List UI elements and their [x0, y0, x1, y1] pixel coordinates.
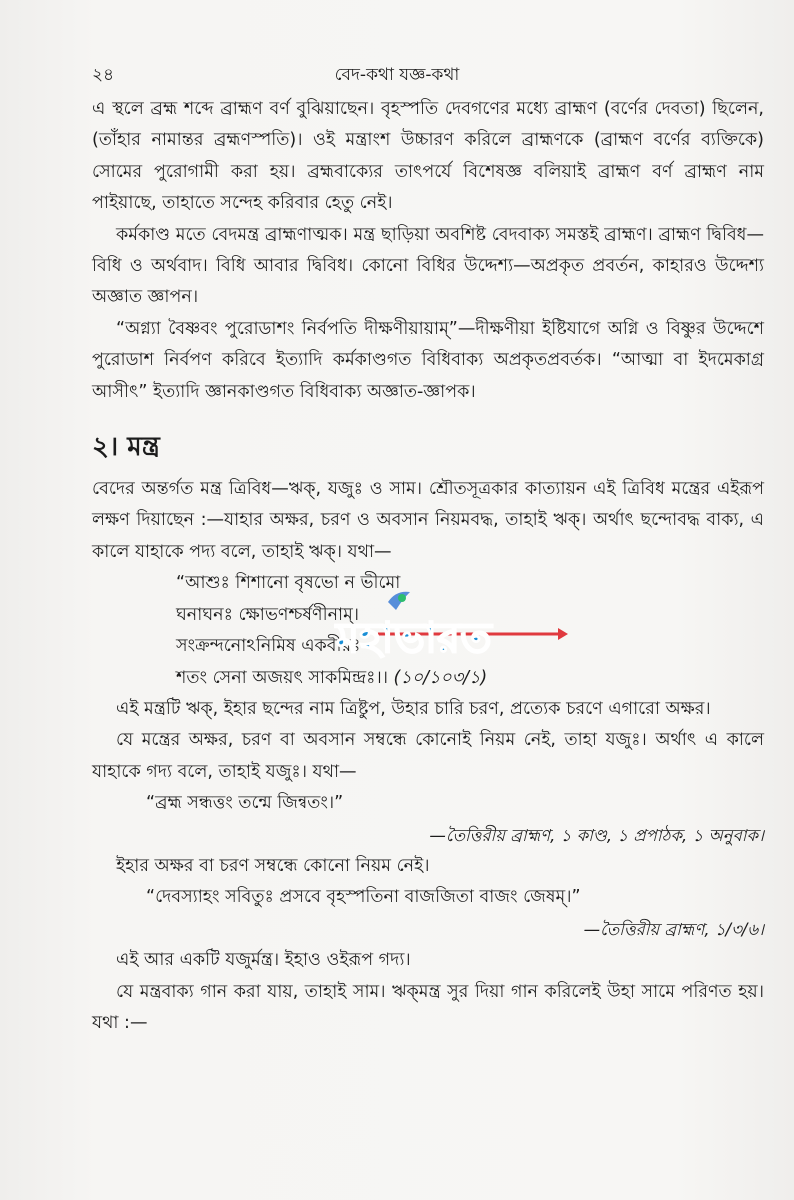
paragraph: “অগ্ন্যা বৈষ্ণবং পুরোডাশং নির্বপতি দীক্ষণীয়ায়াম্”—দীক্ষণীয়া ইষ্টিযাগে অগ্নি ও বিষ্ণুর উদ্দেশে পুরোডাশ নির্বপণ করিবে ইত্যাদি কর্মকাণ্ডগত বিধিবাক্য অপ্রকৃতপ্রবর্তক। “আত্মা বা ইদমেকাগ্র আসীৎ” ইত্যাদি জ্ঞানকাণ্ডগত বিধিবাক্য অজ্ঞাত-জ্ঞাপক। [92, 318, 764, 402]
verse-line-text: শতং সেনা অজয়ৎ সাকমিন্দ্রঃ।। [176, 667, 388, 688]
verse-line: ঘনাঘনঃ ক্ষোভণশ্চর্ষণীনাম্। [176, 604, 360, 625]
watermark-text: মহাভারত [336, 613, 492, 662]
paragraph: কর্মকাণ্ড মতে বেদমন্ত্র ব্রাহ্মণাত্মক। মন্ত্র ছাড়িয়া অবশিষ্ট বেদবাক্য সমস্তই ব্রাহ্মণ। ব্রাহ্মণ দ্বিবিধ—বিধি ও অর্থবাদ। বিধি আবার দ্বিবিধ। কোনো বিধির উদ্দেশ্য—অপ্রকৃত প্রবর্তন, কাহারও উদ্দেশ্য অজ্ঞাত জ্ঞাপন। [92, 224, 764, 308]
section-heading: ২। মন্ত্র [92, 432, 160, 463]
paragraph: বেদের অন্তর্গত মন্ত্র ত্রিবিধ—ঋক্, যজুঃ ও সাম। শ্রৌতসূত্রকার কাত্যায়ন এই ত্রিবিধ মন্ত্রের এইরূপ লক্ষণ দিয়াছেন :—যাহার অক্ষর, চরণ ও অবসান নিয়মবদ্ধ, তাহাই ঋক্। অর্থাৎ ছন্দোবদ্ধ বাক্য, এ কালে যাহাকে পদ্য বলে, তাহাই ঋক্। যথা— [92, 479, 764, 562]
paragraph: এ স্থলে ব্রহ্ম শব্দে ব্রাহ্মণ বর্ণ বুঝিয়াছেন। বৃহস্পতি দেবগণের মধ্যে ব্রাহ্মণ (বর্ণের দেবতা) ছিলেন, (তাঁহার নামান্তর ব্রহ্মণস্পতি)। ওই মন্ত্রাংশ উচ্চারণ করিলে ব্রাহ্মণকে (ব্রাহ্মণ বর্ণের ব্যক্তিকে) সোমের পুরোগামী করা হয়। ব্রহ্মবাক্যের তাৎপর্যে বিশেষজ্ঞ বলিয়াই ব্রাহ্মণ বর্ণ ব্রাহ্মণ নাম পাইয়াছে, তাহাতে সন্দেহ করিবার হেতু নেই। [92, 99, 764, 214]
paragraph: যে মন্ত্রবাক্য গান করা যায়, তাহাই সাম। ঋক্‌মন্ত্র সুর দিয়া গান করিলেই উহা সামে পরিণত হয়। যথা :— [92, 981, 764, 1033]
paragraph: এই আর একটি যজুর্মন্ত্র। ইহাও ওইরূপ গদ্য। [116, 950, 411, 971]
verse-line: “আশুঃ শিশানো বৃষভো ন ভীমো [176, 573, 401, 594]
quote: “দেবস্যাহং সবিতুঃ প্রসবে বৃহস্পতিনা বাজজিতা বাজং জেষম্।” [146, 887, 581, 908]
verse-line: সংক্রন্দনোঽনিমিষ একবীরঃ [176, 636, 361, 657]
paragraph: ইহার অক্ষর বা চরণ সম্বন্ধে কোনো নিয়ম নেই। [116, 855, 430, 876]
page-number: ২৪ [92, 65, 115, 85]
quote: “ব্রহ্ম সন্ধত্তং তন্মে জিন্বতং।” [146, 793, 344, 814]
source-citation: —তৈত্তিরীয় ব্রাহ্মণ, ১ কাণ্ড, ১ প্রপাঠক, ১ অনুবাক। [429, 825, 764, 845]
watermark-logo [318, 584, 568, 674]
page-header [92, 62, 702, 90]
paragraph: যে মন্ত্রের অক্ষর, চরণ বা অবসান সম্বন্ধে কোনোই নিয়ম নেই, তাহা যজুঃ। অর্থাৎ এ কালে যাহাকে গদ্য বলে, তাহাই যজুঃ। যথা— [92, 730, 764, 782]
source-citation: —তৈত্তিরীয় ব্রাহ্মণ, ১/৩/৬। [583, 919, 764, 939]
paragraph: এই মন্ত্রটি ঋক্, ইহার ছন্দের নাম ত্রিষ্টুপ, উহার চারি চরণ, প্রত্যেক চরণে এগারো অক্ষর। [116, 698, 711, 719]
page-body [92, 94, 764, 1039]
verse-reference: (১০/১০৩/১) [393, 667, 488, 688]
running-title: বেদ-কথা যজ্ঞ-কথা [334, 65, 460, 85]
